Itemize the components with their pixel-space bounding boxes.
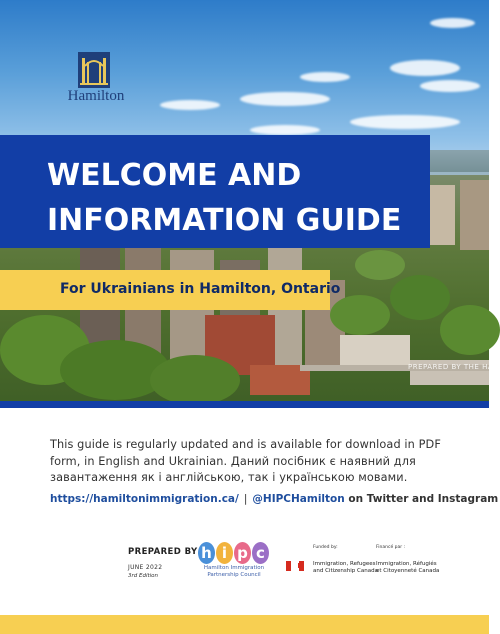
- prepared-by-label: PREPARED BY: [128, 547, 198, 557]
- title-line-1: WELCOME AND: [47, 158, 302, 193]
- edition-number: 3rd Edition: [128, 573, 159, 579]
- funded-by-label-fr: Financé par :: [376, 545, 406, 550]
- title-line-2: INFORMATION GUIDE: [47, 203, 402, 238]
- contact-links: [50, 493, 499, 505]
- hipc-name-line-2: Partnership Council: [207, 572, 261, 578]
- agency-en-line-1: Immigration, Refugees: [313, 561, 376, 567]
- canada-flag-icon: [286, 561, 304, 571]
- agency-name-en: [313, 561, 378, 574]
- hamilton-crest-icon: [78, 52, 110, 88]
- edition-date: JUNE 2022: [128, 564, 163, 571]
- social-suffix: on Twitter and Instagram: [344, 493, 499, 505]
- agency-fr-line-1: Immigration, Réfugiés: [376, 561, 437, 567]
- agency-en-line-2: and Citizenship Canada: [313, 567, 378, 574]
- twitter-handle-link[interactable]: @HIPCHamilton: [252, 493, 345, 505]
- hipc-letter-p: p: [234, 542, 251, 564]
- divider-rule: [0, 401, 489, 408]
- hamilton-logo: [60, 52, 132, 108]
- photo-watermark: PREPARED BY THE HAM: [408, 363, 500, 371]
- hipc-letter-i: i: [216, 542, 233, 564]
- website-link[interactable]: https://hamiltonimmigration.ca/: [50, 493, 239, 505]
- hipc-full-name: [194, 565, 274, 579]
- hipc-name-line-1: Hamilton Immigration: [203, 565, 265, 571]
- hipc-logo: [198, 542, 270, 582]
- page-title: [47, 153, 437, 243]
- hipc-letter-c: c: [252, 542, 269, 564]
- agency-name-fr: [376, 561, 439, 574]
- funded-by-label-en: Funded by:: [313, 545, 338, 550]
- agency-fr-line-2: et Citoyenneté Canada: [376, 567, 440, 574]
- subtitle: For Ukrainians in Hamilton, Ontario: [60, 281, 341, 297]
- logo-wordmark: Hamilton: [67, 88, 125, 104]
- hipc-letter-h: h: [198, 542, 215, 564]
- link-separator: |: [243, 493, 248, 505]
- intro-paragraph: This guide is regularly updated and is available for download in PDF form, in English and Ukrainian. Даний посібник є наявний для завантаження як і англійською, так і українською мовами.: [50, 438, 441, 484]
- prepared-by-block: [128, 547, 198, 579]
- footer-band: [0, 615, 489, 634]
